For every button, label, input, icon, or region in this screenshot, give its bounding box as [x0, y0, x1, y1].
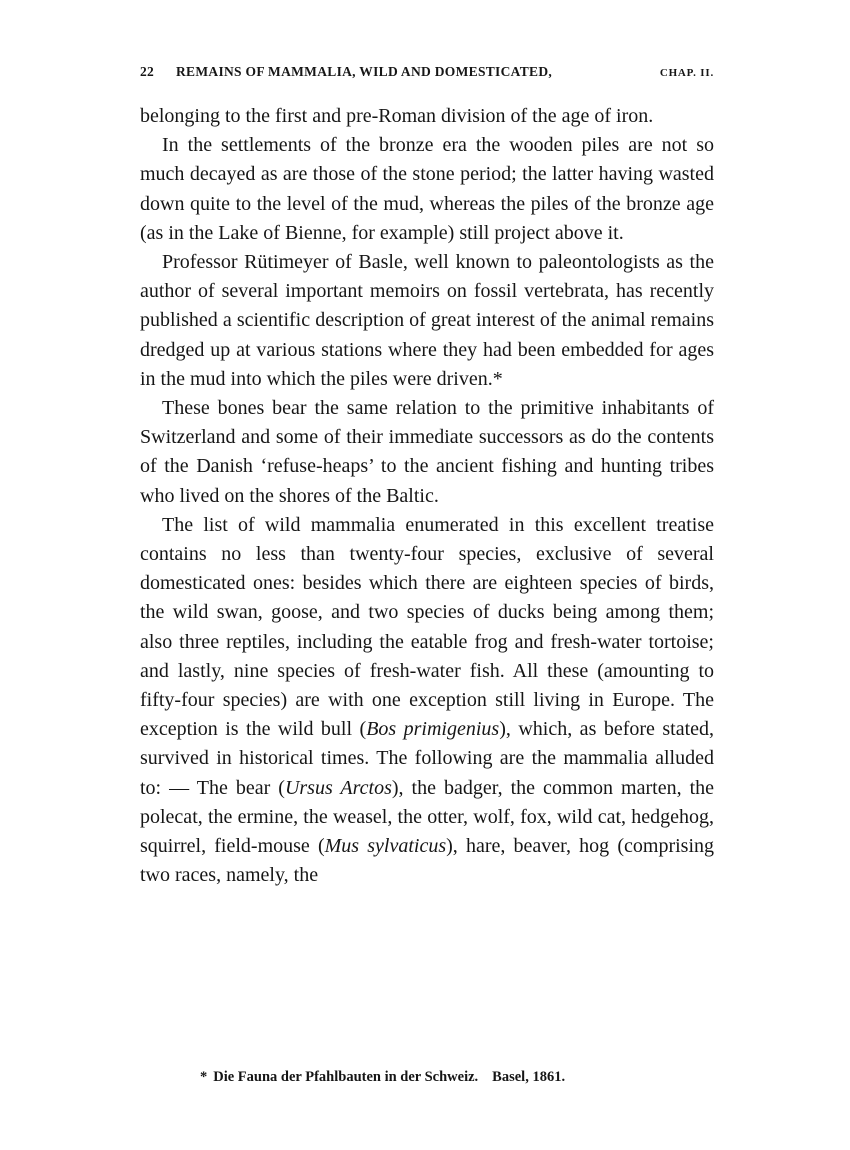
- text-segment: ), hare, beaver, hog (comprising two races, namely, the: [140, 835, 715, 887]
- paragraph-rutimeyer-text: Professor Rütimeyer of Basle, well known to paleontologists as the author of several important memoirs on fossil vertebrata, has recently published a scientific description of great interest of the animal remains dredged up at various stations where they had been embedded for ages in the mud into which the piles were driven.: [140, 251, 714, 390]
- text-segment: The list of wild mammalia enumerated in this excellent treatise contains no less than twenty-four species, exclusive of several domesticated ones: besides which there are eighteen species of birds, the wild swan, goose, and two species of ducks being among them; also three reptiles, including the eatable frog and fresh-water tortoise; and lastly, nine species of fresh-water fish. All these (amounting to fifty-four species) are with one exception still living in Europe. The exception is the wild bull (: [140, 513, 714, 741]
- paragraph-bones-relation: These bones bear the same relation to the primitive inhabitants of Switzerland and some of their immediate successors as do the contents of the Danish ‘refuse-heaps’ to the ancient fishing and hunting tribes who lived on the shores of the Baltic.: [140, 397, 714, 507]
- text-segment: ), which, as before stated, survived in historical times. The following are the mammalia alluded to: — The bear (: [140, 718, 715, 799]
- running-title: REMAINS OF MAMMALIA, WILD AND DOMESTICATED,: [176, 64, 553, 79]
- chapter-label: CHAP. II.: [659, 67, 714, 79]
- paragraph-continued: belonging to the first and pre-Roman division of the age of iron.: [140, 105, 654, 127]
- species-name-italic: Bos primigenius: [366, 718, 500, 741]
- species-name-italic: Mus sylvaticus: [324, 835, 447, 858]
- book-page: [140, 64, 714, 890]
- species-name-italic: Ursus Arctos: [284, 776, 392, 799]
- page-number: 22: [140, 64, 155, 79]
- running-head: [140, 64, 714, 88]
- text-segment: ), the badger, the common marten, the polecat, the ermine, the weasel, the otter, wolf, fox, wild cat, hedgehog, squirrel, field-mouse (: [140, 776, 715, 858]
- paragraph-wild-mammalia-list: [140, 511, 714, 891]
- paragraph-rutimeyer: [140, 248, 714, 394]
- body-text: [140, 102, 714, 890]
- footnote-reference: *: [492, 367, 503, 390]
- footnote-place-year: Basel, 1861.: [492, 1069, 566, 1085]
- footnote: [200, 1069, 565, 1086]
- footnote-title: Die Fauna der Pfahlbauten in der Schweiz.: [213, 1069, 479, 1085]
- footnote-mark: *: [200, 1069, 208, 1085]
- paragraph-bronze-era-piles: In the settlements of the bronze era the wooden piles are not so much decayed as are those of the stone period; the latter having wasted down quite to the level of the mud, whereas the piles of the bronze age (as in the Lake of Bienne, for example) still project above it.: [140, 134, 714, 244]
